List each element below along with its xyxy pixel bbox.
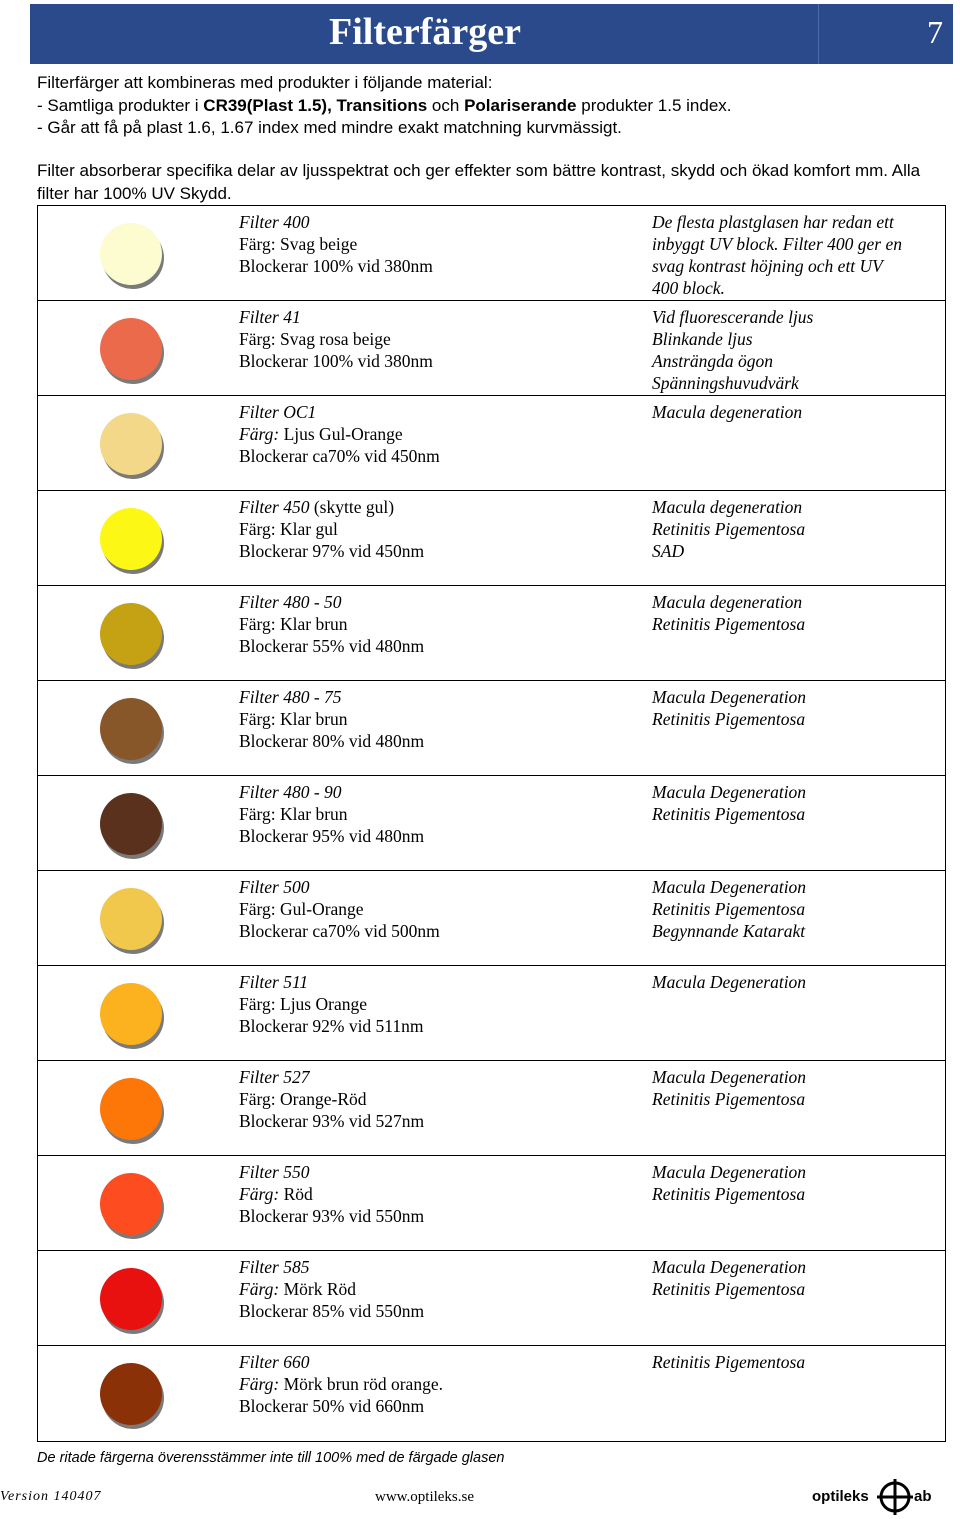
filter-use-item: Macula degeneration xyxy=(652,402,803,422)
filter-use-item: Macula Degeneration xyxy=(652,687,807,707)
color-swatch xyxy=(100,1078,162,1140)
filter-description xyxy=(239,496,619,562)
filter-name-line xyxy=(239,401,619,423)
filter-use-item: Retinitis Pigementosa xyxy=(652,899,806,919)
filter-color-line xyxy=(239,423,619,445)
filter-color-value: Röd xyxy=(279,1184,313,1204)
filter-description xyxy=(239,1066,619,1132)
filter-name-line xyxy=(239,306,619,328)
color-swatch xyxy=(100,1173,162,1235)
page-number: 7 xyxy=(927,14,943,50)
filter-use-item: Macula Degeneration xyxy=(652,877,807,897)
filter-uses xyxy=(652,591,942,635)
logo-text-right: ab xyxy=(914,1488,932,1505)
logo-text-left: optileks xyxy=(812,1488,869,1505)
filter-name-line xyxy=(239,211,619,233)
filter-color-line xyxy=(239,708,619,730)
filter-color-value: Ljus Orange xyxy=(275,994,367,1014)
filter-use-item: Macula Degeneration xyxy=(652,1067,807,1087)
filter-color-label: Färg: xyxy=(239,1184,280,1204)
filter-use-item: Retinitis Pigementosa xyxy=(652,1279,806,1299)
filter-description xyxy=(239,1256,619,1322)
filter-row xyxy=(38,1156,945,1251)
filter-uses xyxy=(652,211,942,299)
filter-uses xyxy=(652,496,942,562)
page-title: Filterfärger xyxy=(329,11,521,53)
color-swatch xyxy=(100,318,162,380)
filter-name: Filter OC1 xyxy=(239,402,317,422)
intro-polarized: Polariserande xyxy=(464,95,577,115)
filter-uses xyxy=(652,1351,942,1373)
filter-block-spec: Blockerar 93% vid 550nm xyxy=(239,1206,425,1226)
filter-description xyxy=(239,1161,619,1227)
filter-use-item: 400 block. xyxy=(652,278,725,298)
filter-description xyxy=(239,781,619,847)
filter-color-line xyxy=(239,328,619,350)
filter-uses xyxy=(652,1256,942,1300)
color-swatch xyxy=(100,698,162,760)
crosshair-logo-icon xyxy=(876,1478,914,1516)
intro-line-2-suffix: produkter 1.5 index. xyxy=(576,95,732,115)
filter-name: Filter 450 xyxy=(239,497,310,517)
filter-use-item: Blinkande ljus xyxy=(652,329,753,349)
filter-color-line xyxy=(239,1278,619,1300)
filter-row xyxy=(38,1061,945,1156)
filter-name: Filter 500 xyxy=(239,877,310,897)
filter-row xyxy=(38,586,945,681)
color-swatch xyxy=(100,1268,162,1330)
filter-row xyxy=(38,776,945,871)
filter-use-item: inbyggt UV block. Filter 400 ger en xyxy=(652,234,902,254)
filter-name: Filter 480 - 90 xyxy=(239,782,342,802)
filter-description xyxy=(239,686,619,752)
filter-block-spec: Blockerar 85% vid 550nm xyxy=(239,1301,425,1321)
filter-row xyxy=(38,681,945,776)
filter-uses xyxy=(652,686,942,730)
filter-color-line xyxy=(239,898,619,920)
intro-line-2-prefix: - Samtliga produkter i xyxy=(37,95,204,115)
filter-color-value: Ljus Gul-Orange xyxy=(279,424,403,444)
filter-use-item: Retinitis Pigementosa xyxy=(652,709,806,729)
filter-name: Filter 527 xyxy=(239,1067,310,1087)
filter-name: Filter 550 xyxy=(239,1162,310,1182)
filter-block-spec: Blockerar 100% vid 380nm xyxy=(239,351,433,371)
filter-description xyxy=(239,971,619,1037)
filter-use-item: Spänningshuvudvärk xyxy=(652,373,799,393)
filter-name: Filter 480 - 75 xyxy=(239,687,342,707)
filter-name-line xyxy=(239,1351,619,1373)
filter-row xyxy=(38,396,945,491)
filter-description xyxy=(239,876,619,942)
filter-color-label: Färg: xyxy=(239,614,276,634)
intro-text xyxy=(37,72,937,140)
filter-color-value: Klar brun xyxy=(275,614,348,634)
filter-name-line xyxy=(239,971,619,993)
filter-color-label: Färg: xyxy=(239,709,276,729)
filter-uses xyxy=(652,781,942,825)
intro-line-2 xyxy=(37,95,937,118)
filter-color-label: Färg: xyxy=(239,804,276,824)
filter-name: Filter 660 xyxy=(239,1352,310,1372)
intro-line-1: Filterfärger att kombineras med produkter i följande material: xyxy=(37,73,493,92)
filter-row xyxy=(38,966,945,1061)
intro-line-3: - Går att få på plast 1.6, 1.67 index med mindre exakt matchning kurvmässigt. xyxy=(37,118,622,137)
disclaimer: De ritade färgerna överensstämmer inte till 100% med de färgade glasen xyxy=(37,1450,505,1466)
filter-uses xyxy=(652,971,942,993)
color-swatch xyxy=(100,1363,162,1425)
filter-color-label: Färg: xyxy=(239,234,276,254)
filter-use-item: Macula Degeneration xyxy=(652,782,807,802)
filter-name-line xyxy=(239,496,619,518)
filter-use-item: Begynnande Katarakt xyxy=(652,921,806,941)
filter-name-line xyxy=(239,781,619,803)
color-swatch xyxy=(100,603,162,665)
filter-block-spec: Blockerar 100% vid 380nm xyxy=(239,256,433,276)
filter-description xyxy=(239,401,619,467)
filter-description xyxy=(239,591,619,657)
website-link[interactable]: www.optileks.se xyxy=(375,1489,475,1505)
filter-row xyxy=(38,1346,945,1441)
filter-color-value: Mörk brun röd orange. xyxy=(279,1374,443,1394)
filter-color-value: Klar gul xyxy=(275,519,338,539)
filter-use-item: Macula degeneration xyxy=(652,592,803,612)
filter-color-label: Färg: xyxy=(239,424,280,444)
filter-color-value: Klar brun xyxy=(275,709,348,729)
filter-color-line xyxy=(239,518,619,540)
filter-block-spec: Blockerar 55% vid 480nm xyxy=(239,636,425,656)
filter-color-line xyxy=(239,803,619,825)
filter-color-line xyxy=(239,993,619,1015)
filter-use-item: Retinitis Pigementosa xyxy=(652,1352,806,1372)
filter-row xyxy=(38,301,945,396)
filter-color-value: Gul-Orange xyxy=(275,899,364,919)
filter-name-line xyxy=(239,686,619,708)
filter-use-item: Retinitis Pigementosa xyxy=(652,1184,806,1204)
filter-color-value: Svag beige xyxy=(275,234,358,254)
filter-description xyxy=(239,306,619,372)
filter-color-label: Färg: xyxy=(239,1089,276,1109)
filter-use-item: svag kontrast höjning och ett UV xyxy=(652,256,883,276)
filter-color-label: Färg: xyxy=(239,329,276,349)
filter-name: Filter 41 xyxy=(239,307,301,327)
filter-name: Filter 585 xyxy=(239,1257,310,1277)
filter-name-line xyxy=(239,1161,619,1183)
optileks-logo xyxy=(810,1478,940,1516)
color-swatch xyxy=(100,793,162,855)
color-swatch xyxy=(100,508,162,570)
filter-use-item: Macula degeneration xyxy=(652,497,803,517)
filter-block-spec: Blockerar ca70% vid 500nm xyxy=(239,921,440,941)
filter-use-item: Retinitis Pigementosa xyxy=(652,519,806,539)
filter-uses xyxy=(652,401,942,423)
filter-use-item: Retinitis Pigementosa xyxy=(652,1089,806,1109)
filter-uses xyxy=(652,1161,942,1205)
filter-use-item: Macula Degeneration xyxy=(652,1257,807,1277)
filter-use-item: Vid fluorescerande ljus xyxy=(652,307,814,327)
filter-name: Filter 400 xyxy=(239,212,310,232)
filter-name-line xyxy=(239,876,619,898)
filter-color-line xyxy=(239,1183,619,1205)
filter-name: Filter 511 xyxy=(239,972,309,992)
filter-use-item: Retinitis Pigementosa xyxy=(652,614,806,634)
filter-block-spec: Blockerar 95% vid 480nm xyxy=(239,826,425,846)
filter-color-line xyxy=(239,613,619,635)
filter-uses xyxy=(652,306,942,394)
color-swatch xyxy=(100,413,162,475)
filter-name-line xyxy=(239,1256,619,1278)
filter-use-item: Ansträngda ögon xyxy=(652,351,774,371)
filter-use-item: Retinitis Pigementosa xyxy=(652,804,806,824)
intro-line-2-mid: och xyxy=(427,95,465,115)
filter-color-value: Mörk Röd xyxy=(279,1279,356,1299)
filter-block-spec: Blockerar 80% vid 480nm xyxy=(239,731,425,751)
filter-color-label: Färg: xyxy=(239,1374,280,1394)
filter-color-line xyxy=(239,1373,619,1395)
filter-color-value: Svag rosa beige xyxy=(275,329,391,349)
filter-block-spec: Blockerar 92% vid 511nm xyxy=(239,1016,424,1036)
color-swatch xyxy=(100,223,162,285)
filter-block-spec: Blockerar 50% vid 660nm xyxy=(239,1396,425,1416)
filter-name-line xyxy=(239,1066,619,1088)
filter-name-line xyxy=(239,591,619,613)
filter-uses xyxy=(652,876,942,942)
filter-color-line xyxy=(239,233,619,255)
color-swatch xyxy=(100,888,162,950)
filter-table xyxy=(37,205,946,1442)
filter-use-item: SAD xyxy=(652,541,685,561)
filter-use-item: De flesta plastglasen har redan ett xyxy=(652,212,894,232)
filter-color-label: Färg: xyxy=(239,1279,280,1299)
filter-color-label: Färg: xyxy=(239,994,276,1014)
filter-uses xyxy=(652,1066,942,1110)
filter-color-value: Klar brun xyxy=(275,804,348,824)
filter-name: Filter 480 - 50 xyxy=(239,592,342,612)
filter-block-spec: Blockerar 93% vid 527nm xyxy=(239,1111,425,1131)
filter-color-label: Färg: xyxy=(239,519,276,539)
version-label: Version 140407 xyxy=(0,1489,102,1504)
filter-color-line xyxy=(239,1088,619,1110)
filter-row xyxy=(38,871,945,966)
filter-use-item: Macula Degeneration xyxy=(652,1162,807,1182)
filter-block-spec: Blockerar 97% vid 450nm xyxy=(239,541,425,561)
filter-name-suffix: (skytte gul) xyxy=(309,497,395,517)
filter-row xyxy=(38,206,945,301)
filter-description xyxy=(239,211,619,277)
filter-block-spec: Blockerar ca70% vid 450nm xyxy=(239,446,440,466)
filter-description xyxy=(239,1351,619,1417)
filter-row xyxy=(38,491,945,586)
color-swatch xyxy=(100,983,162,1045)
filter-color-label: Färg: xyxy=(239,899,276,919)
filter-row xyxy=(38,1251,945,1346)
filter-use-item: Macula Degeneration xyxy=(652,972,807,992)
intro-materials: CR39(Plast 1.5), Transitions xyxy=(203,95,428,115)
filter-color-value: Orange-Röd xyxy=(275,1089,367,1109)
intro-paragraph: Filter absorberar specifika delar av ljusspektrat och ger effekter som bättre kontrast, skydd och ökad komfort mm. Alla filter har 100% UV Skydd. xyxy=(37,161,921,203)
